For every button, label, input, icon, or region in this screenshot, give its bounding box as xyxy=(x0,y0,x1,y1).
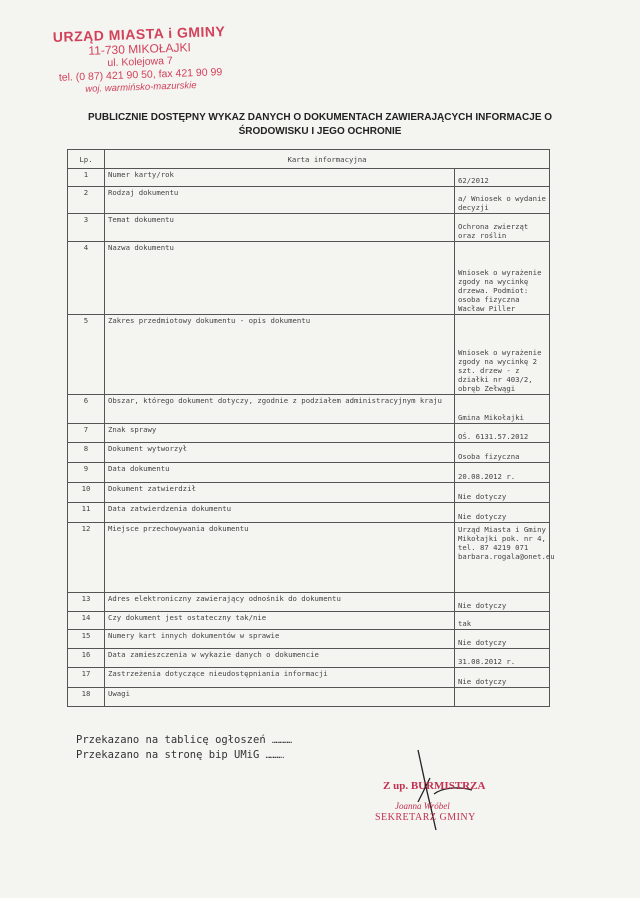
table-row xyxy=(68,630,550,649)
row-value-cell xyxy=(455,214,550,242)
row-number: 2 xyxy=(68,187,105,214)
table-row xyxy=(68,503,550,523)
row-number: 12 xyxy=(68,523,105,593)
header-info-card: Karta informacyjna xyxy=(105,150,550,169)
row-value: Nie dotyczy xyxy=(458,512,507,521)
row-value: 31.08.2012 r. xyxy=(458,657,516,666)
table-row xyxy=(68,315,550,395)
row-number: 10 xyxy=(68,483,105,503)
stamp-line-2: 11-730 MIKOŁAJKI xyxy=(88,40,192,58)
row-value: Urząd Miasta i Gminy Mikołajki pok. nr 4, tel. 87 4219 071 barbara.rogala@onet.eu xyxy=(458,525,555,561)
row-label: Numer karty/rok xyxy=(105,169,455,187)
row-value-cell xyxy=(455,612,550,630)
row-value-cell xyxy=(455,169,550,187)
row-value-cell xyxy=(455,630,550,649)
signature-authority: Z up. BURMISTRZA xyxy=(383,780,486,792)
row-value: tak xyxy=(458,619,472,628)
table-row xyxy=(68,649,550,668)
row-number: 6 xyxy=(68,395,105,424)
row-value: a/ Wniosek o wydanie decyzji xyxy=(458,194,546,212)
row-value-cell xyxy=(455,688,550,707)
row-label: Numery kart innych dokumentów w sprawie xyxy=(105,630,455,649)
table-row xyxy=(68,612,550,630)
row-value: Nie dotyczy xyxy=(458,638,507,647)
title-line-1: PUBLICZNIE DOSTĘPNY WYKAZ DANYCH O DOKUMENTACH ZAWIERAJĄCYCH INFORMACJE O xyxy=(87,112,553,123)
row-label: Czy dokument jest ostateczny tak/nie xyxy=(105,612,455,630)
row-value: Wniosek o wyrażenie zgody na wycinkę drzewa. Podmiot: osoba fizyczna Wacław Piller xyxy=(458,268,542,313)
row-number: 1 xyxy=(68,169,105,187)
row-label: Adres elektroniczny zawierający odnośnik do dokumentu xyxy=(105,593,455,612)
row-value: Gmina Mikołajki xyxy=(458,413,524,422)
row-value-cell xyxy=(455,649,550,668)
table-row xyxy=(68,395,550,424)
document-title xyxy=(40,111,600,139)
table-row xyxy=(68,593,550,612)
title-line-2: ŚRODOWISKU I JEGO OCHRONIE xyxy=(238,126,402,137)
row-label: Rodzaj dokumentu xyxy=(105,187,455,214)
row-number: 5 xyxy=(68,315,105,395)
row-value: 62/2012 xyxy=(458,176,489,185)
stamp-line-4: tel. (0 87) 421 90 50, fax 421 90 99 xyxy=(58,66,223,84)
row-value: Ochrona zwierząt oraz roślin xyxy=(458,222,529,240)
row-number: 9 xyxy=(68,463,105,483)
row-value-cell xyxy=(455,523,555,593)
stamp-line-5: woj. warmińsko-mazurskie xyxy=(85,80,197,95)
row-label: Miejsce przechowywania dokumentu xyxy=(105,523,455,593)
row-label: Zastrzeżenia dotyczące nieudostępniania informacji xyxy=(105,668,455,688)
row-value: Osoba fizyczna xyxy=(458,452,520,461)
row-value: Nie dotyczy xyxy=(458,677,507,686)
row-number: 7 xyxy=(68,424,105,443)
table-row xyxy=(68,443,550,463)
stamp-line-3: ul. Kolejowa 7 xyxy=(107,54,173,70)
row-label: Dokument wytworzył xyxy=(105,443,455,463)
office-stamp xyxy=(39,23,241,98)
row-value: Nie dotyczy xyxy=(458,492,507,501)
row-label: Data zamieszczenia w wykazie danych o dokumencie xyxy=(105,649,455,668)
table-row xyxy=(68,214,550,242)
row-label: Data zatwierdzenia dokumentu xyxy=(105,503,455,523)
row-value-cell xyxy=(455,424,550,443)
row-value-cell xyxy=(455,395,550,424)
table-row xyxy=(68,523,550,593)
row-number: 3 xyxy=(68,214,105,242)
table-row xyxy=(68,483,550,503)
signature-name: Joanna Wróbel xyxy=(395,801,450,811)
row-value: 20.08.2012 r. xyxy=(458,472,516,481)
table-header-row xyxy=(68,150,550,169)
row-value-cell xyxy=(455,593,550,612)
row-label: Obszar, którego dokument dotyczy, zgodnie z podziałem administracyjnym kraju xyxy=(105,395,455,424)
table-row xyxy=(68,668,550,688)
row-label: Znak sprawy xyxy=(105,424,455,443)
row-value-cell xyxy=(455,668,550,688)
stamp-line-1: URZĄD MIASTA i GMINY xyxy=(52,23,226,46)
row-number: 15 xyxy=(68,630,105,649)
row-number: 14 xyxy=(68,612,105,630)
row-number: 13 xyxy=(68,593,105,612)
row-value-cell xyxy=(455,187,550,214)
row-value: OŚ. 6131.57.2012 xyxy=(458,432,529,441)
table-row xyxy=(68,187,550,214)
row-label: Uwagi xyxy=(105,688,455,707)
row-label: Zakres przedmiotowy dokumentu - opis dokumentu xyxy=(105,315,455,395)
header-lp: Lp. xyxy=(68,150,105,169)
row-value-cell xyxy=(455,463,550,483)
row-value-cell xyxy=(455,443,550,463)
row-value: Wniosek o wyrażenie zgody na wycinkę 2 szt. drzew - z działki nr 403/2, obręb Zełwągi xyxy=(458,348,542,393)
row-label: Data dokumentu xyxy=(105,463,455,483)
row-label: Temat dokumentu xyxy=(105,214,455,242)
table-row xyxy=(68,688,550,707)
row-value-cell xyxy=(455,483,550,503)
row-label: Nazwa dokumentu xyxy=(105,242,455,315)
row-value: Nie dotyczy xyxy=(458,601,507,610)
row-number: 18 xyxy=(68,688,105,707)
signature-title: SEKRETARZ GMINY xyxy=(375,812,476,823)
row-number: 11 xyxy=(68,503,105,523)
row-value-cell xyxy=(455,315,550,395)
table-row xyxy=(68,242,550,315)
transfer-notes xyxy=(76,733,291,763)
row-label: Dokument zatwierdził xyxy=(105,483,455,503)
row-number: 8 xyxy=(68,443,105,463)
row-number: 16 xyxy=(68,649,105,668)
table-row xyxy=(68,169,550,187)
table-row xyxy=(68,463,550,483)
notice-board-line: Przekazano na tablicę ogłoszeń …………… xyxy=(76,734,292,746)
table-row xyxy=(68,424,550,443)
row-number: 17 xyxy=(68,668,105,688)
row-value-cell xyxy=(455,503,550,523)
row-value-cell xyxy=(455,242,550,315)
row-number: 4 xyxy=(68,242,105,315)
info-card-table xyxy=(67,149,555,707)
bip-line: Przekazano na stronę bip UMiG …………. xyxy=(76,749,285,761)
